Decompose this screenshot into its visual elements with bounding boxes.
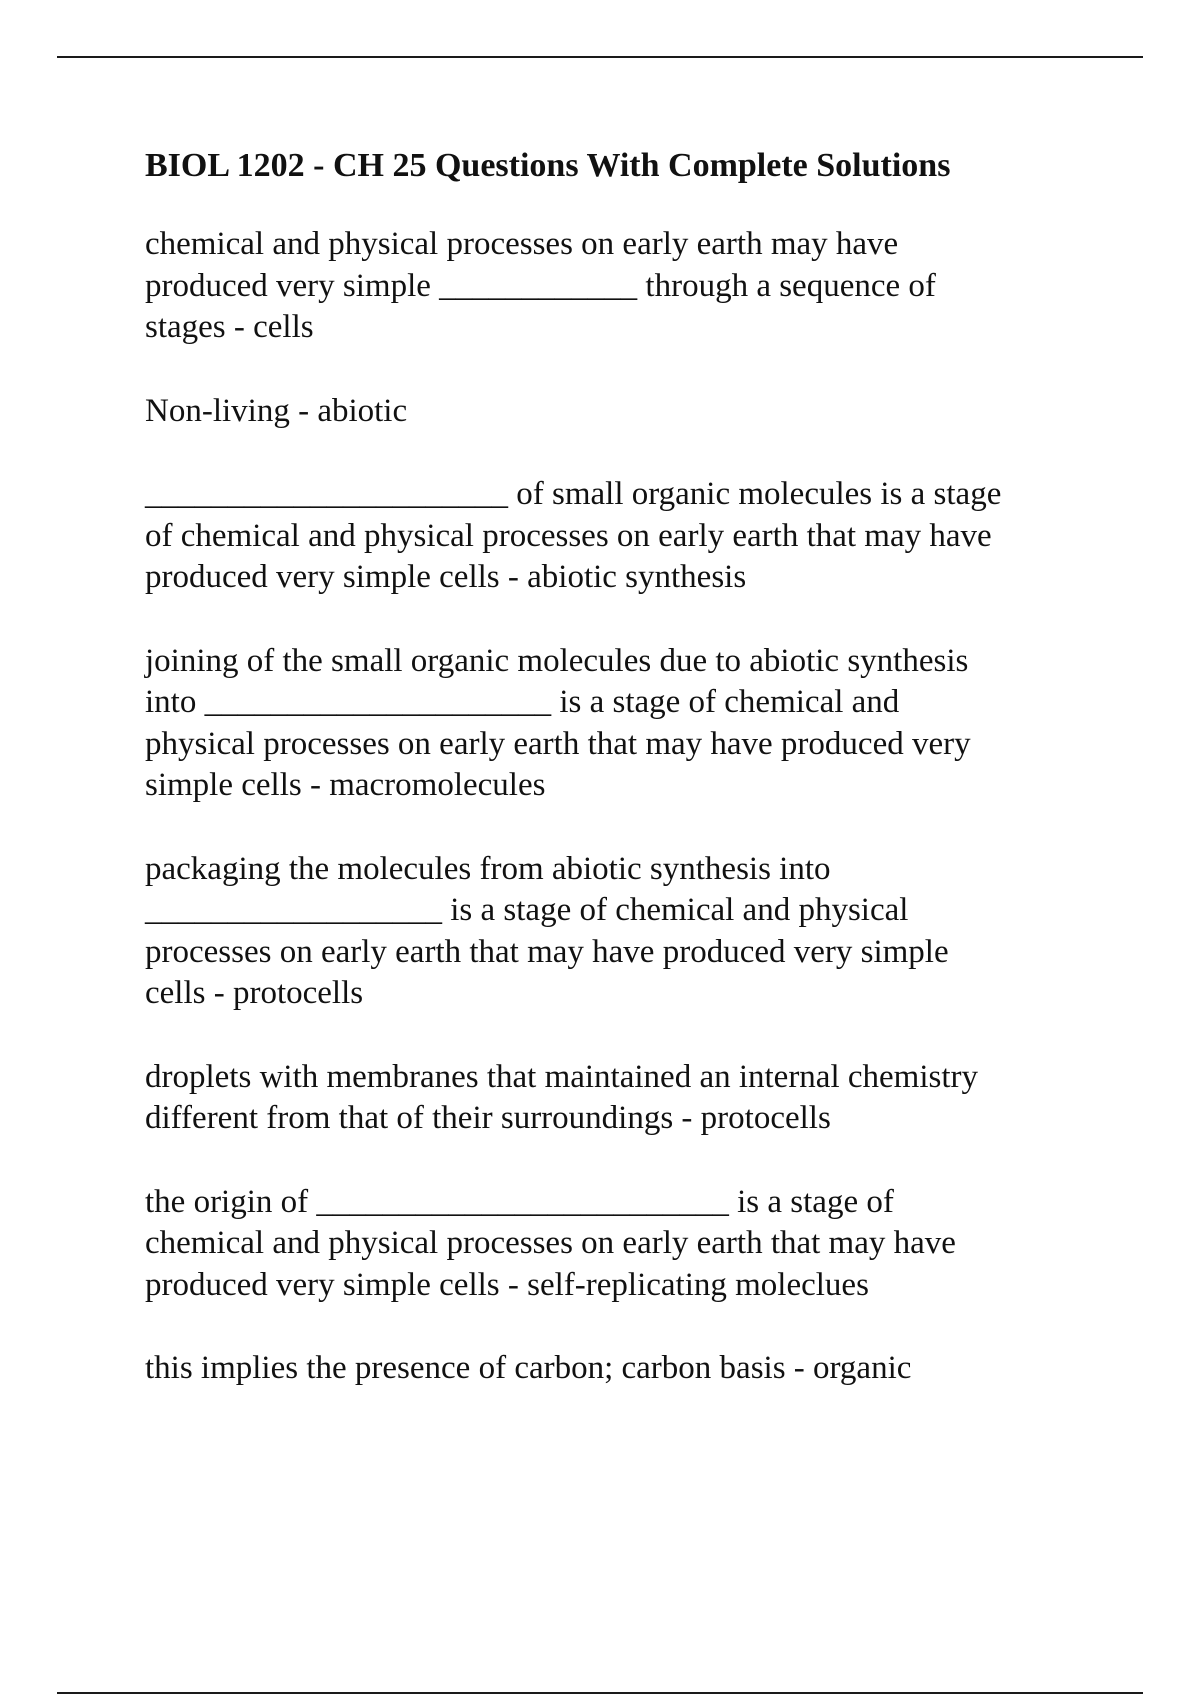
qa-entry-text-line: chemical and physical processes on early earth that may have: [145, 1225, 956, 1261]
qa-entry-text-line: cells - protocells: [145, 975, 364, 1011]
qa-entry-text-line: this implies the presence of carbon; carbon basis - organic: [145, 1350, 912, 1386]
qa-entry-4: [145, 641, 1105, 807]
qa-entry-text-line: produced very simple cells - self-replicating moleclues: [145, 1266, 869, 1303]
qa-entry-8: [145, 1348, 1105, 1390]
qa-entry-text-line: into _____________________ is a stage of chemical and: [145, 684, 900, 720]
bottom-rule: [57, 1692, 1143, 1694]
qa-entry-text-line: chemical and physical processes on early earth may have: [145, 226, 899, 262]
qa-entry-text-line: droplets with membranes that maintained an internal chemistry: [145, 1058, 979, 1095]
qa-entry-1: [145, 224, 1105, 349]
qa-entry-7: [145, 1182, 1105, 1307]
qa-entry-6: [145, 1057, 1105, 1140]
qa-entry-text-line: packaging the molecules from abiotic synthesis into: [145, 850, 831, 887]
document-body: [145, 142, 1105, 1432]
qa-entry-text-line: of chemical and physical processes on early earth that may have: [145, 517, 992, 554]
qa-entry-text-line: simple cells - macromolecules: [145, 767, 546, 803]
qa-entry-2: [145, 391, 1105, 433]
qa-entry-text-line: processes on early earth that may have produced very simple: [145, 933, 949, 970]
qa-entry-text-line: joining of the small organic molecules due to abiotic synthesis: [145, 642, 969, 679]
qa-entry-text-line: stages - cells: [145, 309, 314, 345]
qa-entry-text-line: __________________ is a stage of chemical and physical: [145, 892, 909, 928]
qa-entry-text-line: Non-living - abiotic: [145, 392, 408, 429]
qa-entry-text-line: produced very simple cells - abiotic synthesis: [145, 559, 747, 595]
top-rule: [57, 56, 1143, 58]
qa-entry-text-line: produced very simple ____________ through a sequence of: [145, 267, 936, 304]
qa-entry-text-line: ______________________ of small organic molecules is a stage: [145, 476, 1002, 512]
qa-entry-5: [145, 849, 1105, 1015]
qa-entry-text-line: physical processes on early earth that may have produced very: [145, 725, 971, 762]
qa-entry-text-line: different from that of their surroundings - protocells: [145, 1100, 831, 1136]
document-title: BIOL 1202 - CH 25 Questions With Complete Solutions: [145, 147, 951, 184]
qa-entry-3: [145, 474, 1105, 599]
qa-entry-text-line: the origin of _________________________ is a stage of: [145, 1183, 894, 1220]
